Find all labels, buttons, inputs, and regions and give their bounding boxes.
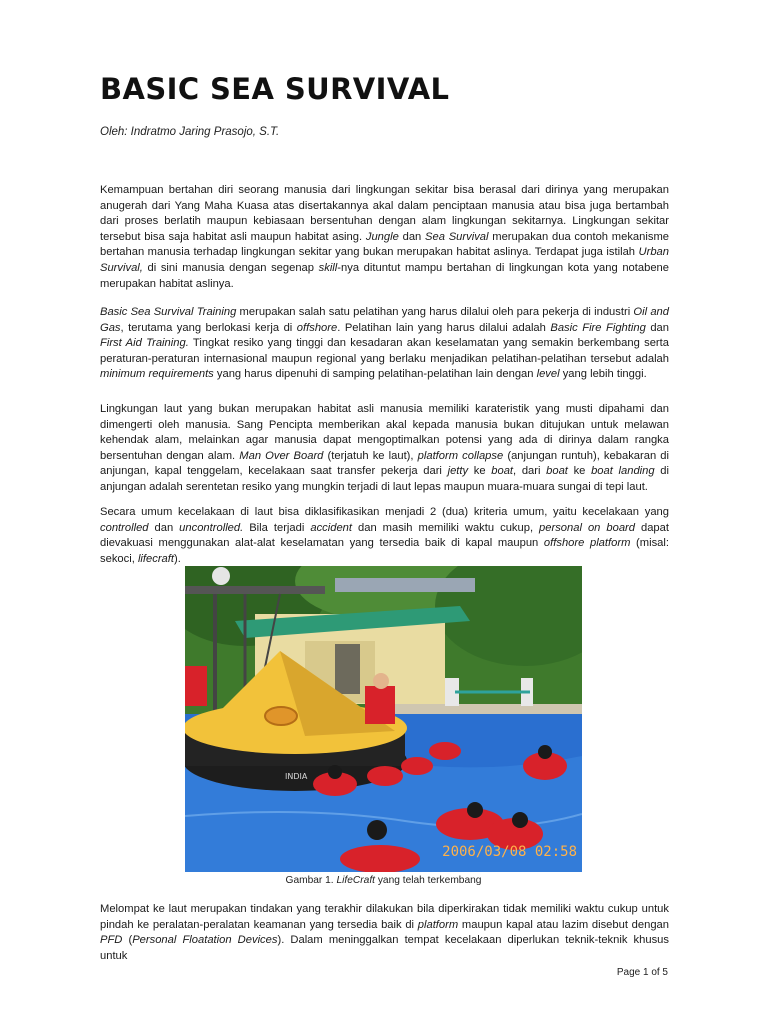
emphasis-run: uncontrolled. bbox=[179, 521, 244, 534]
text-run: Lingkungan laut yang bukan merupakan habitat asli manusia memiliki karateristik yang musti dipahami dan dimengerti oleh manusia. Sang Pencipta memberikan akal kepada manusia bukan ditujukan untuk melawan kehendak alam, melainkan agar manusia dapat mengoptimalkan potensi yang ada di dirinya dalam rangka bersentuhan dengan alam. bbox=[100, 403, 669, 462]
text-run: Tingkat resiko yang tinggi dan kesadaran akan keselamatan yang semakin berkembang serta peraturan-peraturan internasional maupun regional yang berlaku menjadikan pelatihan-pelatihan tersebut adalah bbox=[100, 337, 669, 365]
text-run: Kemampuan bertahan diri seorang manusia dari lingkungan sekitar bisa berasal dari dirinya yang merupakan anugerah dari Yang Maha Kuasa atas disertakannya akal dalam penciptaan manusia atau bisa juga bertambah dari proses berlatih maupun kebiasaan bersentuhan dengan alam lingkungan sekitarnya. Lingkungan sekitar tersebut bisa saja habitat asli maupun habitat asing. bbox=[100, 184, 669, 243]
emphasis-run: Urban Survival, bbox=[100, 246, 669, 274]
text-run: Bila terjadi bbox=[243, 521, 311, 534]
emphasis-run: First Aid Training. bbox=[100, 337, 189, 350]
text-run: Melompat ke laut merupakan tindakan yang terakhir dilakukan bila diperkirakan tidak memiliki waktu cukup untuk pindah ke peralatan-peralatan keamanan yang tersedia baik di bbox=[100, 903, 669, 931]
emphasis-run: controlled bbox=[100, 521, 149, 534]
text-run: -nya dituntut mampu bertahan di lingkungan kota yang notabene merupakan habitat aslinya. bbox=[100, 261, 669, 290]
text-run: , terutama yang berlokasi kerja di bbox=[120, 321, 297, 334]
caption-emphasis: LifeCraft bbox=[336, 875, 375, 886]
emphasis-run: offshore platform bbox=[543, 537, 631, 550]
lifecraft-photo bbox=[185, 566, 582, 872]
text-run: . Pelatihan lain yang harus dilalui adalah bbox=[337, 321, 551, 334]
photo-timestamp: 2006/03/08 02:58 bbox=[442, 844, 577, 860]
text-run: maupun kapal atau lazim disebut dengan bbox=[458, 918, 669, 931]
emphasis-run: skill bbox=[318, 261, 338, 274]
emphasis-run: Oil and Gas bbox=[100, 306, 669, 334]
emphasis-run: Basic Fire Fighting bbox=[550, 321, 646, 334]
text-run: , dari bbox=[513, 465, 547, 478]
text-run: (misal: sekoci, bbox=[100, 537, 669, 565]
text-run: di sini manusia dengan segenap bbox=[142, 261, 319, 274]
emphasis-run: accident bbox=[310, 521, 353, 534]
emphasis-run: platform bbox=[417, 918, 459, 931]
emphasis-run: PFD bbox=[100, 934, 123, 947]
emphasis-run: boat bbox=[491, 465, 514, 478]
emphasis-run: lifecraft bbox=[137, 552, 174, 565]
raft-label: INDIA bbox=[285, 772, 308, 781]
emphasis-run: Man Over Board bbox=[239, 449, 324, 462]
text-run: merupakan dua contoh mekanisme bertahan manusia terhadap lingkungan sekitar yang bukan merupakan habitat aslinya. Terdapat juga istilah bbox=[100, 230, 669, 259]
figure-caption bbox=[185, 875, 582, 886]
text-run: dan bbox=[398, 230, 426, 243]
text-run: ( bbox=[122, 934, 133, 947]
emphasis-run: Basic Sea Survival Training bbox=[100, 306, 237, 318]
text-run: ke bbox=[567, 465, 592, 478]
emphasis-run: offshore bbox=[296, 321, 338, 334]
text-run: yang harus dipenuhi di samping pelatihan-pelatihan lain dengan bbox=[213, 368, 537, 381]
text-run: dan bbox=[645, 321, 669, 334]
text-run: ke bbox=[468, 465, 492, 478]
page-number: Page 1 of 5 bbox=[616, 967, 668, 978]
emphasis-run: boat landing bbox=[591, 465, 655, 478]
text-run: dan bbox=[148, 521, 180, 534]
text-run: dapat dievakuasi menggunakan alat-alat keselamatan yang tersedia baik di kapal maupun bbox=[100, 521, 669, 550]
text-run: yang lebih tinggi. bbox=[559, 368, 647, 381]
text-run: merupakan salah satu pelatihan yang harus dilalui oleh para pekerja di industri bbox=[236, 306, 634, 318]
paragraph-1 bbox=[100, 183, 669, 292]
paragraph-5 bbox=[100, 902, 669, 964]
emphasis-run: platform collapse bbox=[417, 449, 504, 462]
text-run: ). bbox=[174, 552, 181, 565]
emphasis-run: boat bbox=[546, 465, 568, 478]
caption-prefix: Gambar 1. bbox=[285, 875, 337, 886]
emphasis-run: Jungle bbox=[365, 230, 399, 243]
text-run: Secara umum kecelakaan di laut bisa diklasifikasikan menjadi 2 (dua) kriteria umum, yaitu kecelakaan yang bbox=[100, 506, 669, 518]
document-title: BASIC SEA SURVIVAL bbox=[100, 72, 450, 106]
paragraph-4 bbox=[100, 505, 669, 567]
text-run: di anjungan adalah serentetan resiko yang mungkin terjadi di laut lepas maupun muara-muara sungai di tepi laut. bbox=[100, 465, 669, 493]
emphasis-run: level bbox=[536, 368, 560, 381]
text-run: (terjatuh ke laut), bbox=[323, 449, 418, 462]
emphasis-run: personal on board bbox=[539, 521, 635, 534]
caption-suffix: yang telah terkembang bbox=[375, 875, 482, 886]
author-line: Oleh: Indratmo Jaring Prasojo, S.T. bbox=[100, 126, 280, 138]
photo-illustration bbox=[185, 566, 582, 872]
text-run: dan masih memiliki waktu cukup, bbox=[352, 521, 540, 534]
emphasis-run: jetty bbox=[447, 465, 469, 478]
text-run: (anjungan runtuh), kebakaran di anjungan, kapal tenggelam, kecelakaan saat transfer pekerja dari bbox=[100, 449, 670, 478]
emphasis-run: minimum requirements bbox=[100, 368, 214, 381]
emphasis-run: Sea Survival bbox=[425, 230, 489, 243]
text-run: ). Dalam meninggalkan tempat kecelakaan diperlukan teknik-teknik khusus untuk bbox=[100, 934, 669, 962]
paragraph-2 bbox=[100, 305, 669, 383]
paragraph-3 bbox=[100, 402, 669, 496]
emphasis-run: Personal Floatation Devices bbox=[132, 934, 278, 947]
